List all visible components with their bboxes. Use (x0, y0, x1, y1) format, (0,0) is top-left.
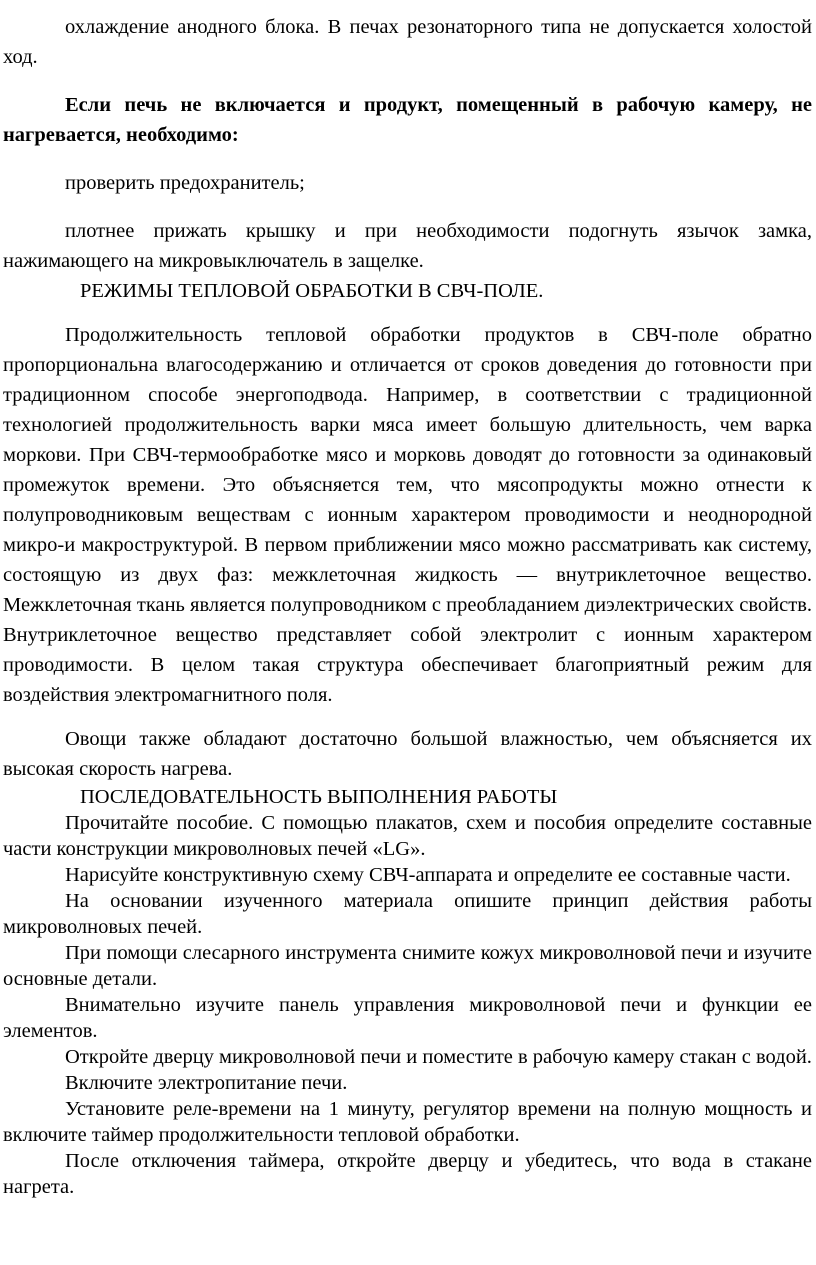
procedure-step: При помощи слесарного инструмента снимите кожух микроволновой печи и изучите основные детали. (3, 942, 812, 990)
procedure-section-heading: ПОСЛЕДОВАТЕЛЬНОСТЬ ВЫПОЛНЕНИЯ РАБОТЫ (80, 786, 558, 808)
modes-paragraph-2: Овощи также обладают достаточно большой влажностью, чем объясняется их высокая скорость нагрева. (3, 728, 812, 780)
procedure-steps-list (3, 810, 812, 1200)
procedure-step: Нарисуйте конструктивную схему СВЧ-аппарата и определите ее составные части. (65, 864, 791, 886)
action-check-fuse: проверить предохранитель; (65, 172, 305, 194)
action-adjust-latch: плотнее прижать крышку и при необходимости подогнуть язычок замка, нажимающего на микровыключатель в защелке. (3, 220, 812, 272)
malfunction-condition-paragraph: Если печь не включается и продукт, помещенный в рабочую камеру, не нагревается, необходимо: (3, 94, 812, 146)
procedure-step: После отключения таймера, откройте дверцу и убедитесь, что вода в стакане нагрета. (3, 1150, 812, 1198)
modes-paragraph-1: Продолжительность тепловой обработки продуктов в СВЧ-поле обратно пропорциональна влагосодержанию и отличается от сроков доведения до готовности при традиционном способе энергоподвода. Например, в соответствии с традиционной технологией продолжительность варки мяса имеет большую длительность, чем варка моркови. При СВЧ-термообработке мясо и морковь доводят до готовности за одинаковый промежуток времени. Это объясняется тем, что мясопродукты можно отнести к полупроводниковым веществам с ионным характером проводимости и неоднородной микро-и макроструктурой. В первом приближении мясо можно рассматривать как систему, состоящую из двух фаз: межклеточная жидкость — внутриклеточное вещество. Межклеточная ткань является полупроводником с преобладанием диэлектрических свойств. Внутриклеточное вещество представляет собой электролит с ионным характером проводимости. В целом такая структура обеспечивает благоприятный режим для воздействия электромагнитного поля. (3, 324, 812, 706)
procedure-step: Внимательно изучите панель управления микроволновой печи и функции ее элементов. (3, 994, 812, 1042)
modes-section-heading: РЕЖИМЫ ТЕПЛОВОЙ ОБРАБОТКИ В СВЧ-ПОЛЕ. (80, 280, 544, 302)
procedure-step: Установите реле-времени на 1 минуту, регулятор времени на полную мощность и включите таймер продолжительности тепловой обработки. (3, 1098, 812, 1146)
procedure-step: Откройте дверцу микроволновой печи и поместите в рабочую камеру стакан с водой. (65, 1046, 812, 1068)
intro-continuation-paragraph: охлаждение анодного блока. В печах резонаторного типа не допускается холостой ход. (3, 16, 812, 68)
procedure-step: Включите электропитание печи. (65, 1072, 348, 1094)
procedure-step: На основании изученного материала опишите принцип действия работы микроволновых печей. (3, 890, 812, 938)
procedure-step: Прочитайте пособие. С помощью плакатов, схем и пособия определите составные части конструкции микроволновых печей «LG». (3, 812, 812, 860)
